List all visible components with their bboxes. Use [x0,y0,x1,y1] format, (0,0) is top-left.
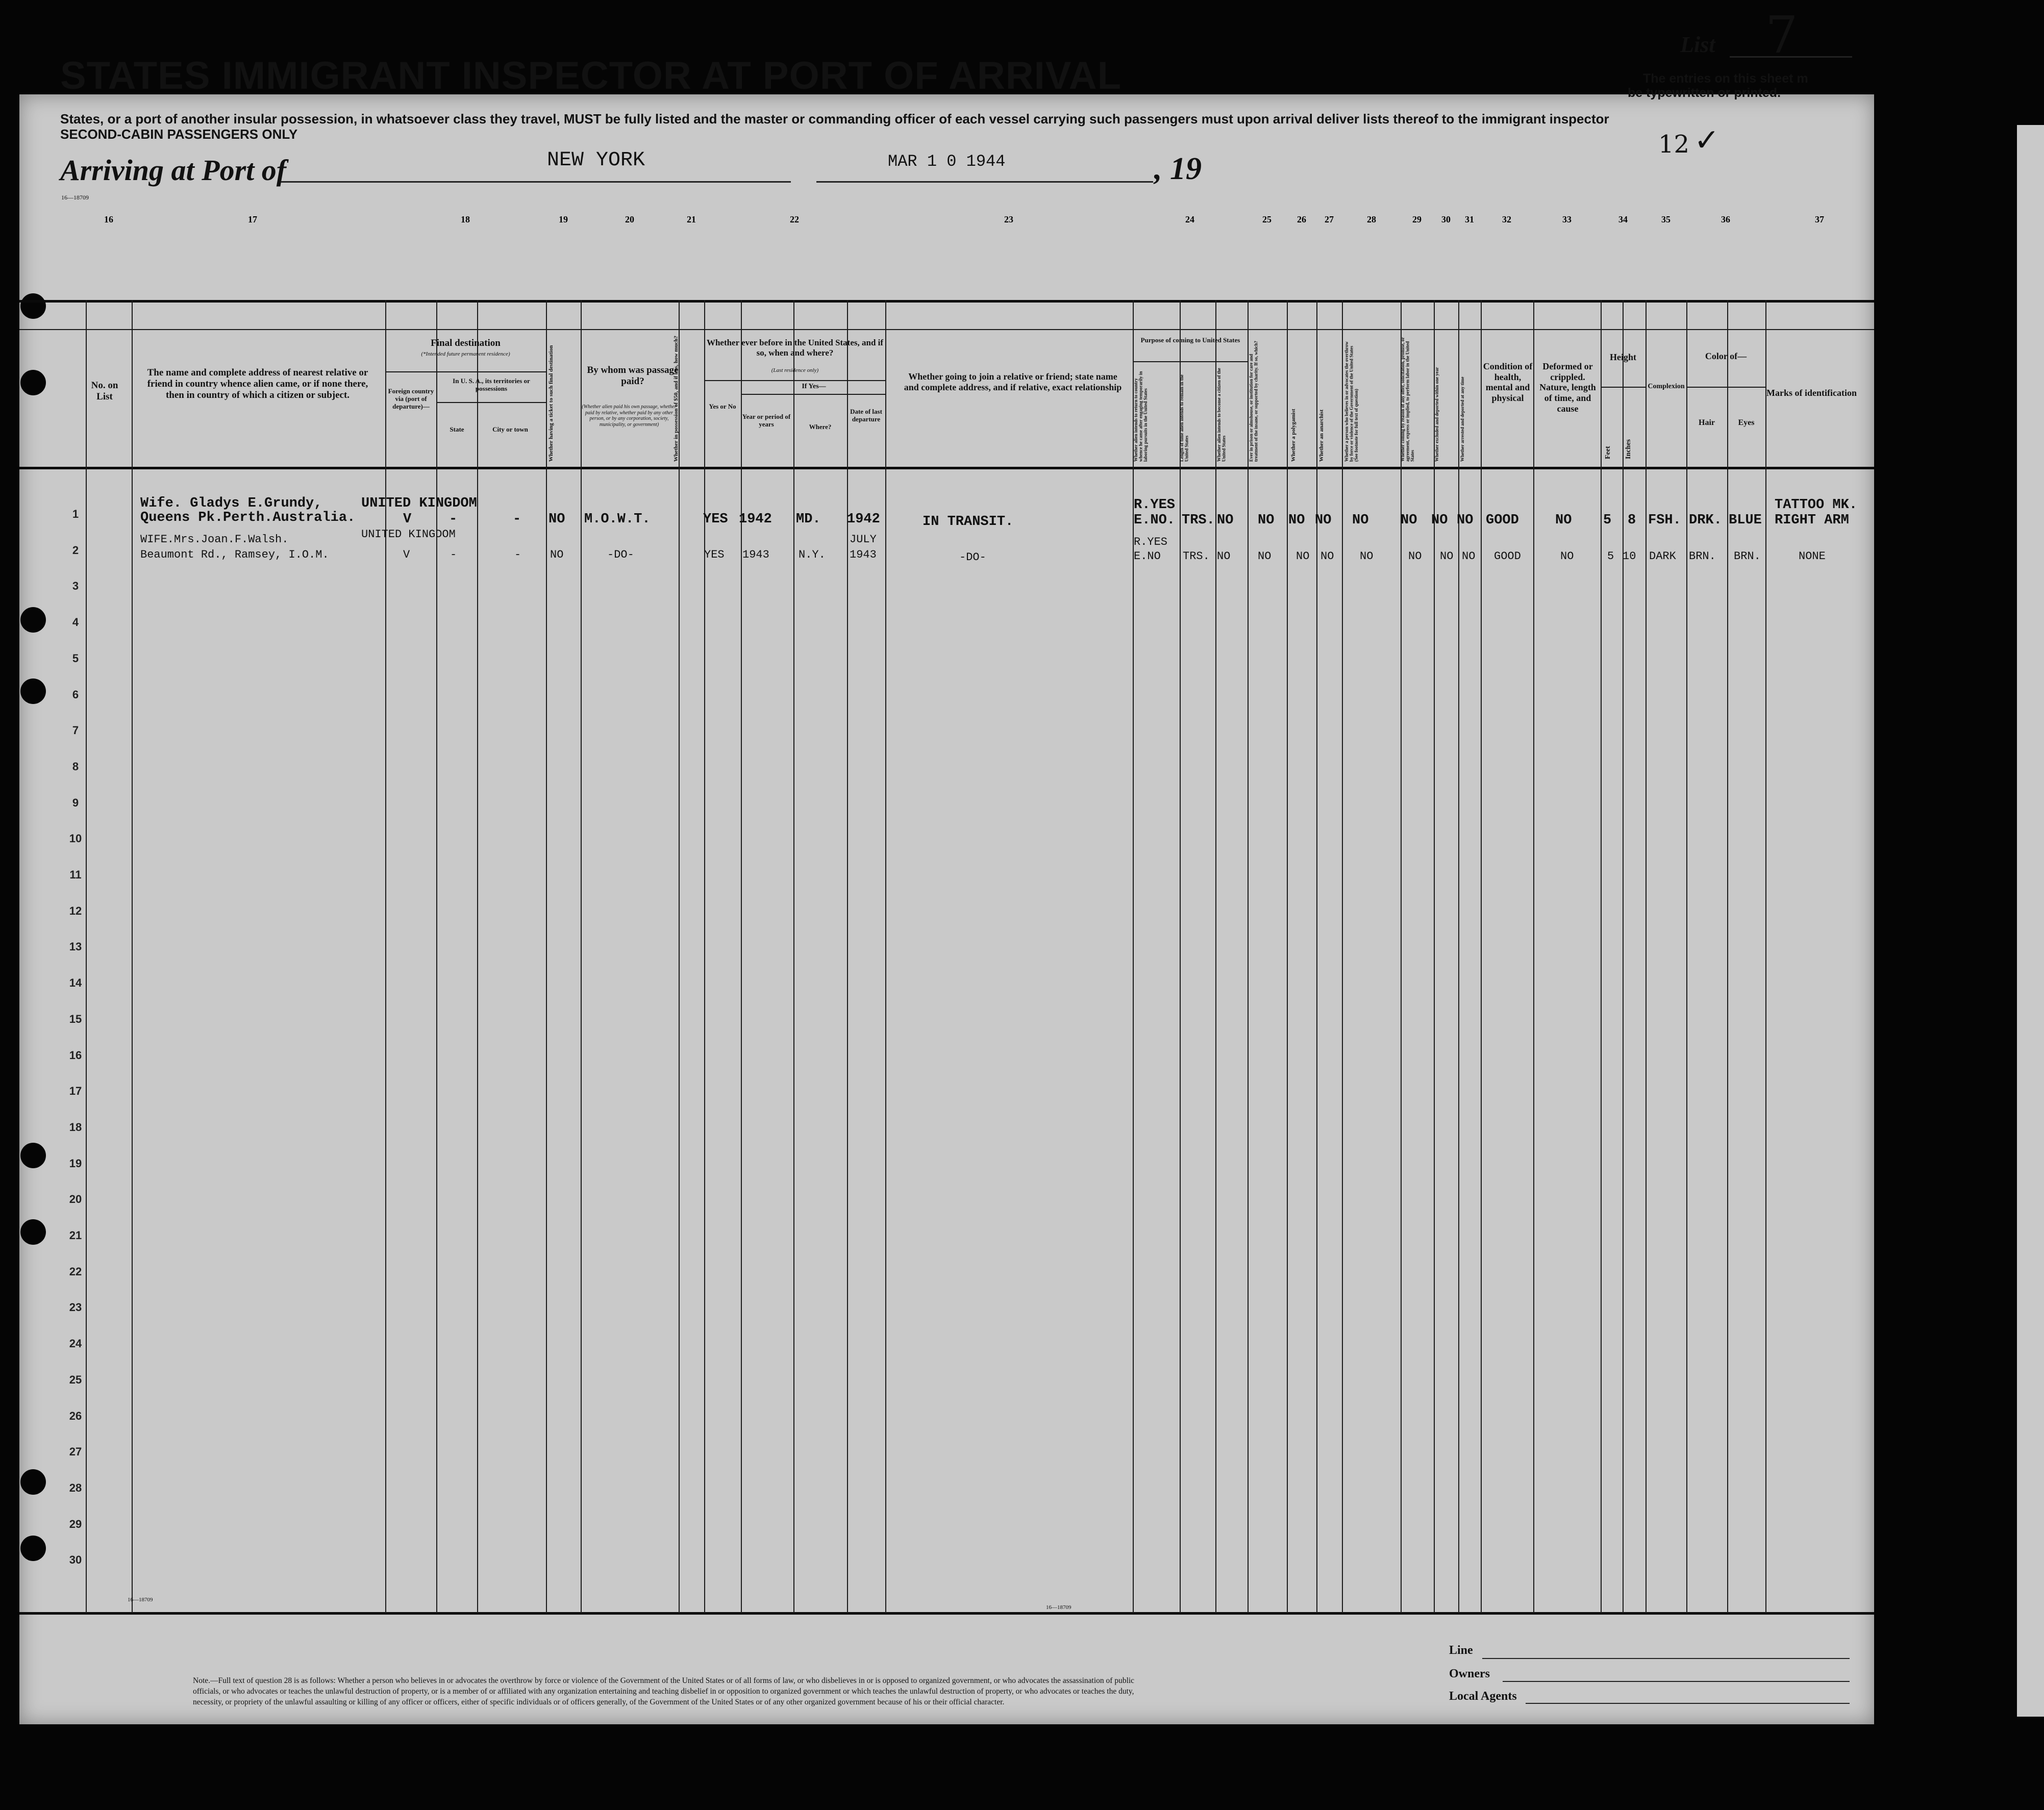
row2-excluded: NO [1440,550,1454,563]
list-number: 7 [1765,5,1798,65]
column-rule [1727,300,1728,1614]
column-number: 29 [1412,214,1422,224]
table-top-rule [19,300,1874,303]
column-rule [1342,300,1343,1614]
row1-labor-contract: NO [1401,513,1417,528]
row1-foreign-via: V [403,512,412,527]
subhdr-rule [385,371,546,372]
adjacent-page-strip [2017,125,2044,1717]
col22-sub: (Last residence only) [771,367,819,373]
row1-deformed: NO [1555,513,1572,528]
row-number: 1 [72,508,79,520]
row2-complexion: DARK [1649,550,1676,563]
col36-eyes: Eyes [1738,418,1755,427]
row2-inches: 10 [1623,550,1636,563]
port-value: NEW YORK [547,149,645,172]
column-number: 20 [625,214,634,224]
column-rule [1401,300,1402,1614]
row1-last-departure: 1942 [847,512,880,527]
row1-before-years: 1942 [739,512,772,527]
row2-purpose-2: E.NO [1134,550,1161,563]
row2-last-departure: 1943 [850,548,877,561]
header-bottom-rule [19,467,1874,469]
row-number: 21 [69,1229,82,1242]
column-number: 17 [248,214,257,224]
column-rule [1215,300,1216,1614]
col31-header: Whether arrested and deported at any time [1460,376,1465,462]
row2-intends-citizen: NO [1217,550,1231,563]
column-rule [679,300,680,1614]
column-rule [1434,300,1435,1614]
row1-purpose-2: E.NO. [1134,513,1176,528]
column-number: 36 [1721,214,1730,224]
column-number: 32 [1502,214,1511,224]
row2-health: GOOD [1494,550,1521,563]
check-mark-icon: ✓ [1694,123,1720,157]
row1-joining: IN TRANSIT. [923,514,1014,530]
row-number: 7 [72,724,79,737]
column-rule [885,300,886,1614]
row2-overthrow: NO [1360,550,1374,563]
col27-header: Whether an anarchist [1318,409,1325,462]
row2-purpose-1: R.YES [1134,536,1168,548]
column-number: 27 [1325,214,1334,224]
subhdr-rule [704,380,885,381]
row-number: 26 [69,1409,82,1422]
col19-header: Whether having a ticket to such final destination [548,345,554,462]
col22-yesno: Yes or No [709,403,736,410]
column-rule [1481,300,1482,1614]
col25-header: Ever in prison or almshouse, or institution for care and treatment of the insane, or supported by charity. If so, which? [1249,341,1259,462]
instructions-line-1: States, or a port of another insular possession, in whatsoever class they travel, MUST be fully listed and the master or commanding officer of each vessel carrying such passengers must upon arrival deliver lists thereof to the immigrant inspector [60,111,1609,127]
row1-deported: NO [1457,513,1474,528]
row-number: 4 [72,616,79,629]
row-number: 22 [69,1265,82,1278]
column-number: 31 [1465,214,1474,224]
col24a-header: Whether alien intends to return to country whence he came after engaging temporarily in laboring pursuits in the United States [1133,371,1148,462]
col36-title: Color of— [1705,351,1747,361]
row-number: 3 [72,580,79,593]
entries-note-1: The entries on this sheet m [1643,71,1808,86]
col18-usa: In U. S. A., its territories or possessions [453,377,530,392]
row-number: 20 [69,1193,82,1206]
row1-relative-line2: Queens Pk.Perth.Australia. [140,510,356,525]
agents-signature-line [1526,1703,1850,1704]
column-number: 30 [1441,214,1451,224]
column-rule [1458,300,1459,1614]
column-rule [581,300,582,1614]
row2-state: - [450,548,457,561]
row2-feet: 5 [1607,550,1614,563]
col18-sub: (*Intended future permanent residence) [421,351,510,357]
table-bottom-rule [19,1612,1874,1615]
row2-marks: NONE [1799,550,1826,563]
column-number: 35 [1661,214,1671,224]
row1-city: - [513,512,521,527]
column-rule [1533,300,1534,1614]
col18-city: City or town [492,425,528,433]
col20-sub: (Whether alien paid his own passage, whether paid by relative, whether paid by any other person, or by any corporation, society, municipality, or government) [582,404,677,428]
entries-note-2: be typewritten or printed. [1628,86,1781,100]
form-number-footer: 16—18709 [1046,1604,1071,1611]
column-rule [741,300,742,1614]
column-number: 37 [1815,214,1824,224]
row1-before-where: MD. [796,512,821,527]
instructions-line-2: SECOND-CABIN PASSENGERS ONLY [60,127,298,142]
colnum-rule [19,329,1874,330]
row-number: 14 [69,976,82,990]
col30-header: Whether excluded and deported within one year [1434,367,1439,462]
col33-header: Deformed or crippled. Nature, length of time, and cause [1539,361,1596,414]
col22-date: Date of last departure [850,408,882,423]
date-underline [816,181,1153,183]
row-number: 13 [69,940,82,953]
row2-labor-contract: NO [1408,550,1422,563]
row1-ticket: NO [549,512,565,527]
row2-length-of-stay: TRS. [1183,550,1210,563]
row1-length-of-stay: TRS. [1182,513,1215,528]
row-number: 5 [72,651,79,665]
column-rule [1765,300,1766,1614]
row1-intends-citizen: NO [1217,513,1234,528]
column-rule [704,300,705,1614]
subhdr-rule [1133,361,1248,362]
subhdr-rule [1686,387,1765,388]
row1-feet: 5 [1603,513,1612,528]
col21-header: Whether in possession of $50, and if less, how much? [673,335,679,462]
list-label: List [1680,32,1715,57]
col18-state: State [450,425,464,433]
row-number: 10 [69,832,82,845]
col17-header: The name and complete address of nearest relative or friend in country whence alien came, or if none there, then in country of which a citizen or subject. [147,367,368,400]
row2-prison: NO [1258,550,1272,563]
col32-header: Condition of health, mental and physical [1483,361,1533,404]
col20-title: By whom was passage paid? [587,365,679,387]
column-rule [1623,300,1624,1614]
arriving-label: Arriving at Port of [60,154,287,187]
col22-if-yes: If Yes— [802,383,826,390]
row2-before-where: N.Y. [799,548,826,561]
row2-ticket: NO [550,548,564,561]
col22-title: Whether ever before in the United States, and if so, when and where? [706,338,884,358]
column-rule [847,300,848,1614]
column-rule [1686,300,1687,1614]
row2-foreign-country: UNITED KINGDOM [361,528,456,541]
row1-state: - [449,512,458,527]
column-rule [1316,300,1317,1614]
row-number: 25 [69,1373,82,1386]
owners-signature-line [1503,1681,1850,1682]
column-number: 33 [1562,214,1572,224]
row1-overthrow: NO [1352,513,1369,528]
col24b-header: Length of time alien intends to remain in the United States [1179,374,1189,462]
binder-hole [20,370,46,395]
agents-label: Local Agents [1449,1690,1517,1703]
column-number: 23 [1004,214,1013,224]
sheet-count: 12 [1658,130,1690,159]
row2-polygamist: NO [1296,550,1310,563]
year-prefix: , 19 [1154,152,1202,186]
column-rule [546,300,547,1614]
column-number: 26 [1297,214,1306,224]
column-number: 34 [1618,214,1628,224]
row1-paid-by: M.O.W.T. [584,512,651,527]
column-rule [477,300,478,1614]
row-number: 24 [69,1337,82,1350]
row2-foreign-via: V [403,548,410,561]
row1-before-yesno: YES [703,512,728,527]
row1-marks-2: RIGHT ARM [1775,513,1849,528]
column-number: 28 [1367,214,1376,224]
col18-foreign: Foreign country via (port of departure)— [388,387,434,410]
column-rule [1248,300,1249,1614]
col36-hair: Hair [1699,418,1715,427]
row-number: 28 [69,1481,82,1494]
col34-inches: Inches [1625,439,1632,459]
col16-header: No. on List [91,380,118,402]
row2-hair: BRN. [1689,550,1716,563]
column-number: 25 [1262,214,1272,224]
date-stamp: MAR 1 0 1944 [888,152,1006,171]
row1-eyes: BLUE [1729,513,1762,528]
col28-header: Whether a person who believes in or advocates the overthrow by force or violence of the Government of the United States (See footnote for full text of question) [1344,341,1359,462]
col23-header: Whether going to join a relative or friend; state name and complete address, and if relative, exact relationship [904,371,1122,392]
col35-header: Complexion [1648,383,1685,390]
col24-title: Purpose of coming to United States [1140,336,1240,344]
port-underline [281,181,791,183]
row2-before-years: 1943 [742,548,769,561]
row-number: 16 [69,1048,82,1062]
row-number: 27 [69,1445,82,1459]
binder-hole [20,293,46,319]
col22-where: Where? [809,423,832,431]
row1-excluded: NO [1431,513,1448,528]
owners-label: Owners [1449,1667,1490,1680]
col18-title: Final destination [431,338,501,348]
col26-header: Whether a polygamist [1290,409,1297,462]
column-number: 19 [559,214,568,224]
row2-joining: -DO- [959,551,986,564]
column-rule [1287,300,1288,1614]
row1-foreign-country: UNITED KINGDOM [361,496,477,511]
row1-relative-line1: Wife. Gladys E.Grundy, [140,496,322,511]
row1-health: GOOD [1486,513,1519,528]
row2-city: - [514,548,521,561]
subhdr-rule [436,402,546,403]
row2-relative-line1: WIFE.Mrs.Joan.F.Walsh. [140,533,289,546]
row-number: 11 [69,868,82,881]
page-title: STATES IMMIGRANT INSPECTOR AT PORT OF ARRIVAL [60,54,1122,97]
row1-inches: 8 [1628,513,1636,528]
row2-relative-line2: Beaumont Rd., Ramsey, I.O.M. [140,548,329,561]
row-number: 23 [69,1301,82,1314]
row-number: 8 [72,760,79,773]
column-rule [1180,300,1181,1614]
row-number: 9 [72,796,79,809]
column-rule [1646,300,1647,1614]
column-number: 22 [790,214,799,224]
column-number: 21 [687,214,696,224]
col29-header: Whether coming by reason of any offer, solicitation, promise, or agreement, express or implied, to perform labor in the United States [1400,337,1415,462]
row1-polygamist: NO [1288,513,1305,528]
row-number: 19 [69,1157,82,1170]
footnote: Note.—Full text of question 28 is as follows: Whether a person who believes in or advocates the overthrow by force or violence of the Government of the United States or of all forms of law, or who disbelieves in or is opposed to organized government, or who advocates the assassination of public officials, or who advocates or teaches the unlawful destruction of property, or is a member of or affiliated with any organization entertaining and teaching disbelief in or opposition to organized government or which teaches the unlawful destruction of property, or who advocates or teaches the duty, necessity, or propriety of the unlawful assaulting or killing of any officer or officers, either of specific individuals or of officers generally, of the Government of the United States or of any other organized government because of his or their official character. [193,1676,1135,1706]
row2-before-yesno: YES [704,548,725,561]
row1-anarchist: NO [1315,513,1332,528]
row1-complexion: FSH. [1648,513,1681,528]
row-number: 12 [69,904,82,917]
row2-deported: NO [1462,550,1476,563]
column-rule [793,300,794,1614]
row-number: 6 [72,688,79,701]
subhdr-rule [741,394,885,395]
column-number: 24 [1185,214,1194,224]
row1-purpose-1: R.YES [1134,497,1176,513]
row-number: 17 [69,1085,82,1098]
manifest-sheet [19,94,1874,1724]
col24c-header: Whether alien intends to become a citizen of the United States [1216,368,1227,462]
row-number: 29 [69,1517,82,1530]
row1-hair: DRK. [1689,513,1722,528]
row2-anarchist: NO [1320,550,1334,563]
form-number: 16—18709 [61,194,89,201]
line-signature-line [1482,1658,1850,1659]
row2-departure-month: JULY [850,533,877,546]
column-number: 18 [461,214,470,224]
row2-eyes: BRN. [1734,550,1761,563]
column-rule [1601,300,1602,1614]
row1-prison: NO [1258,513,1275,528]
col22-years: Year or period of years [742,413,791,428]
row2-deformed: NO [1560,550,1574,563]
line-label: Line [1449,1644,1473,1657]
column-rule [132,300,133,1614]
row-number: 15 [69,1012,82,1025]
col37-header: Marks of identification [1766,388,1857,398]
row2-paid-by: -DO- [607,548,634,561]
row1-marks-1: TATTOO MK. [1775,497,1858,513]
col34-title: Height [1610,352,1636,362]
row-number: 30 [69,1553,82,1567]
row-number: 2 [72,543,79,557]
form-number-lower: 16—18709 [128,1597,153,1603]
col34-feet: Feet [1604,446,1612,459]
row-number: 18 [69,1120,82,1134]
column-number: 16 [104,214,113,224]
